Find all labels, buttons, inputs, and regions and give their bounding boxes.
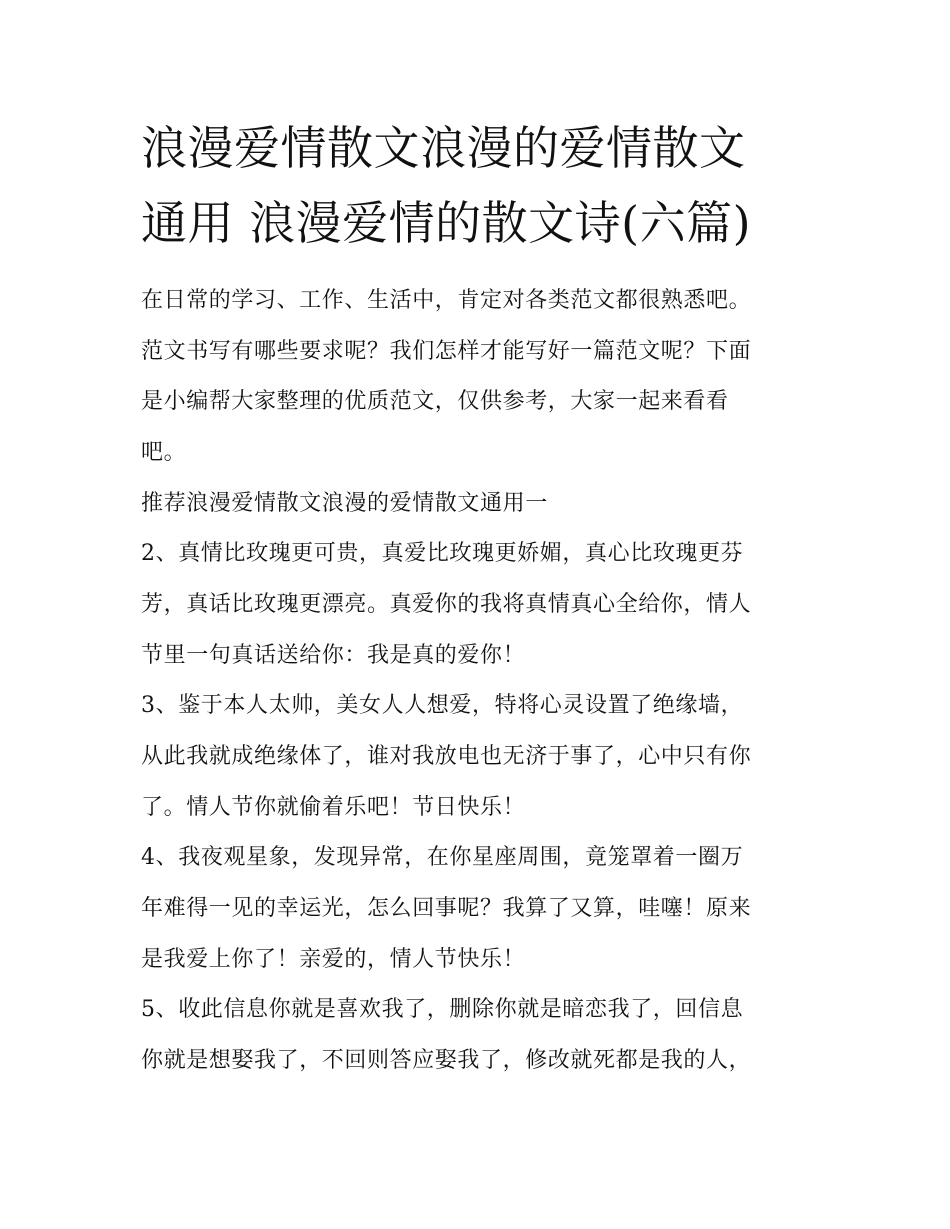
section-heading: 推荐浪漫爱情散文浪漫的爱情散文通用一 <box>141 491 548 516</box>
item-2-line-2: 芳，真话比玫瑰更漂亮。真爱你的我将真情真心全给你，情人 <box>141 592 752 617</box>
item-4-line-1: 4、我夜观星象，发现异常，在你星座周围，竟笼罩着一圈万 <box>141 845 744 870</box>
intro-line-2: 范文书写有哪些要求呢？我们怎样才能写好一篇范文呢？下面 <box>141 339 752 364</box>
item-4-line-2: 年难得一见的幸运光，怎么回事呢？我算了又算，哇噻！原来 <box>141 896 752 921</box>
item-2-line-1: 2、真情比玫瑰更可贵，真爱比玫瑰更娇媚，真心比玫瑰更芬 <box>141 541 744 566</box>
item-3-line-1: 3、鉴于本人太帅，美女人人想爱，特将心灵设置了绝缘墙， <box>141 693 744 718</box>
item-3-line-3: 了。情人节你就偷着乐吧！节日快乐！ <box>141 795 526 820</box>
intro-line-1: 在日常的学习、工作、生活中，肯定对各类范文都很熟悉吧。 <box>141 288 752 313</box>
document-title-line-1: 浪漫爱情散文浪漫的爱情散文 <box>141 121 746 175</box>
intro-line-4: 吧。 <box>141 440 187 465</box>
item-3-line-2: 从此我就成绝缘体了，谁对我放电也无济于事了，心中只有你 <box>141 744 752 769</box>
document-title-line-2: 通用 浪漫爱情的散文诗(六篇) <box>141 196 752 250</box>
item-5-line-1: 5、收此信息你就是喜欢我了，删除你就是暗恋我了，回信息 <box>141 997 744 1022</box>
intro-line-3: 是小编帮大家整理的优质范文，仅供参考，大家一起来看看 <box>141 389 729 414</box>
item-4-line-3: 是我爱上你了！亲爱的，情人节快乐！ <box>141 947 526 972</box>
item-2-line-3: 节里一句真话送给你：我是真的爱你！ <box>141 643 526 668</box>
item-5-line-2: 你就是想娶我了，不回则答应娶我了，修改就死都是我的人， <box>141 1048 752 1073</box>
